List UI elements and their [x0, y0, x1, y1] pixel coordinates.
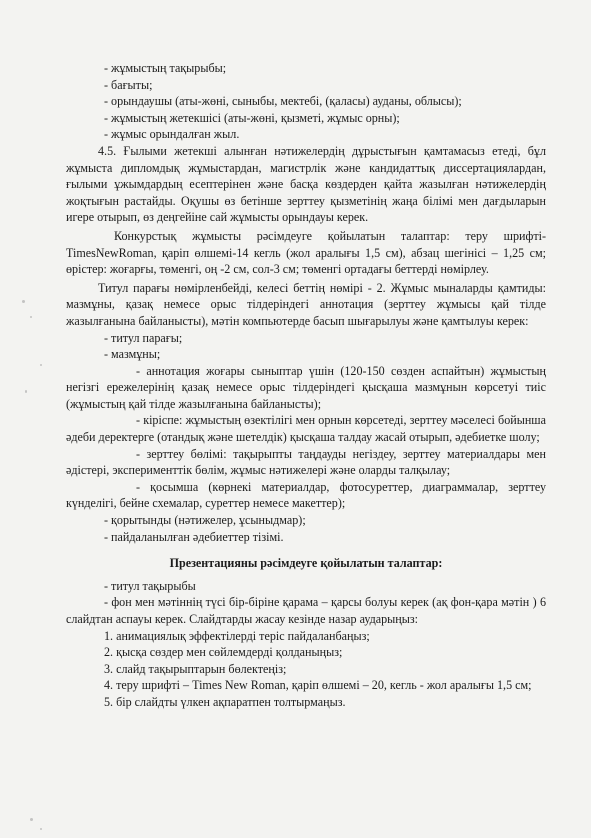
- section-heading: Презентацияны рәсімдеуге қойылатын талаптар:: [169, 556, 443, 571]
- list-item: 2. қысқа сөздер мен сөйлемдерді қолданыңыз;: [104, 645, 343, 660]
- list-item: - жұмыстың жетекшісі (аты-жөні, қызметі, жұмыс орны);: [104, 110, 400, 125]
- list-item: 5. бір слайдты үлкен ақпаратпен толтырмаңыз.: [104, 694, 346, 709]
- scan-speck: [40, 828, 42, 830]
- scan-speck: [22, 300, 25, 303]
- scan-speck: [25, 390, 27, 393]
- list-item: 3. слайд тақырыптарын бөлектеңіз;: [104, 661, 287, 676]
- list-item: - қорытынды (нәтижелер, ұсыныдмар);: [104, 513, 306, 528]
- list-work-info: [66, 60, 546, 143]
- scan-speck: [40, 364, 42, 366]
- list-item: - жұмыс орындалған жыл.: [104, 127, 240, 142]
- list-item: - қосымша (көрнекі материалдар, фотосуреттер, диаграммалар, зерттеу күнделігі, бейне схемалар, суреттер немесе макеттер);: [66, 479, 546, 511]
- list-item: - титул тақырыбы: [104, 578, 196, 593]
- paragraph-title-page: Титул парағы нөмірленбейді, келесі беттің нөмірі - 2. Жұмыс мыналарды қамтиды: мазмұны, қазақ немесе орыс тілдеріндегі аннотация (зерттеу жұмысы қай тілде жазылғанына байланысты), мәтін компьютерде басып шығарылуы және қамтылуы керек:: [66, 280, 546, 328]
- list-item: - орындаушы (аты-жөні, сыныбы, мектебі, (қаласы) ауданы, облысы);: [104, 94, 462, 109]
- list-work-contents: [66, 330, 546, 546]
- list-item: - бағыты;: [104, 77, 153, 92]
- list-item: - пайдаланылған әдебиеттер тізімі.: [104, 529, 284, 544]
- paragraph-4-5: 4.5. Ғылыми жетекші алынған нәтижелердің дұрыстығын қамтамасыз етеді, бұл жұмыста дипломдық жұмыстардан, магистрлік және кандидаттық диссертациялардан, ғылыми ұжымдардың есептерінен және басқа көздерден қайта жазылған нәтижелердің жоқтығын растайды. Оқушы өз бетінше зерттеу қызметінің жаңа білімі мен дағдыларын игере отырып, өз деңгейіне сай жұмысты орындауы керек.: [66, 143, 546, 225]
- list-item: - титул парағы;: [104, 330, 183, 345]
- scan-speck: [30, 316, 32, 318]
- scan-speck: [30, 818, 33, 821]
- list-item: 1. анимациялық эффектілерді теріс пайдаланбаңыз;: [104, 628, 370, 643]
- list-item: - фон мен мәтіннің түсі бір-біріне қарама – қарсы болуы керек (ақ фон-қара мәтін ) 6 слайдтан аспауы керек. Слайдтарды жасау кезінде назар аударыңыз:: [66, 595, 546, 626]
- paragraph-requirements: Конкурстық жұмысты рәсімдеуге қойылатын талаптар: теру шрифті-TimesNewRoman, қаріп өлшемі-14 кегль (жол аралығы 1,5 см), абзац шегінісі – 1,25 см; өрістер: жоғарғы, төменгі, оң -2 см, сол-3 см; төменгі ортадағы беттерді нөмірлеу.: [66, 228, 546, 277]
- list-item: - кіріспе: жұмыстың өзектілігі мен орнын көрсетеді, зерттеу мәселесі бойынша әдеби деректерге (отандық және шетелдік) қысқаша талдау жасай отырып, әдебиетке шолу;: [66, 413, 546, 445]
- list-slide-tips: [66, 628, 546, 711]
- list-item: - зерттеу бөлімі: тақырыпты таңдауды негіздеу, зерттеу материалдары мен әдістері, эксперименттік бөлім, жұмыс нәтижелері және оларды талқылау;: [66, 446, 546, 478]
- list-presentation: [66, 578, 546, 628]
- document-body: [66, 60, 546, 711]
- list-item: - жұмыстың тақырыбы;: [104, 61, 227, 75]
- list-item: - мазмұны;: [104, 347, 161, 362]
- list-item: 4. теру шрифті – Times New Roman, қаріп өлшемі – 20, кегль - жол аралығы 1,5 см;: [104, 678, 532, 693]
- list-item: - аннотация жоғары сыныптар үшін (120-150 сөзден аспайтын) жұмыстың негізгі ережелерінің қазақ немесе орыс тілдеріндегі қысқаша мазмұнын көрсетуі тиіс (жұмыстың қай тілде жазылғанына байланысты);: [66, 363, 546, 411]
